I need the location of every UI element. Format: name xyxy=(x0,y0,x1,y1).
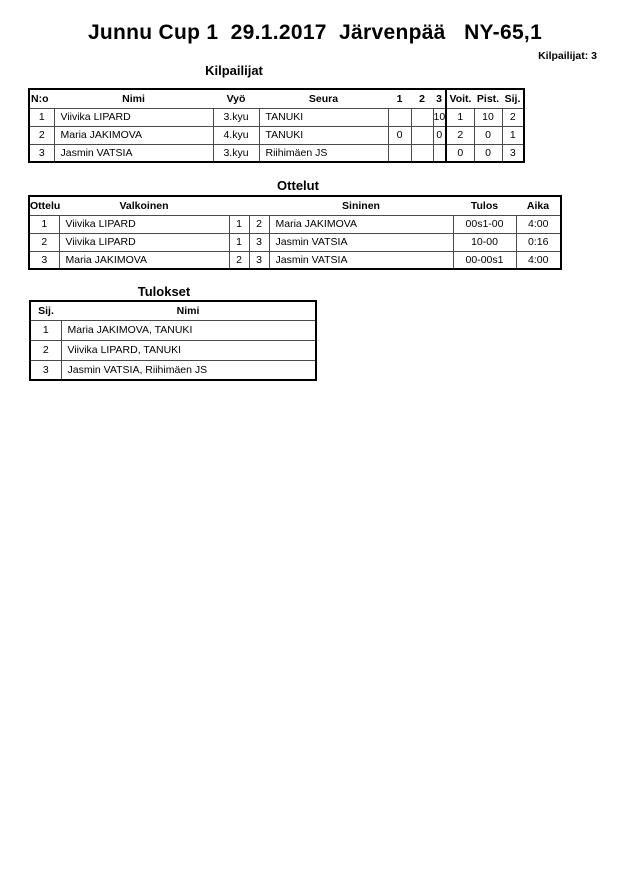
header-club: Seura xyxy=(259,89,388,108)
cell-white-name: Viivika LIPARD xyxy=(59,215,229,233)
table-row xyxy=(29,144,524,162)
cell-wins: 0 xyxy=(446,144,474,162)
cell-name: Maria JAKIMOVA xyxy=(54,126,213,144)
table-header-row xyxy=(29,89,524,108)
table-row xyxy=(29,233,561,251)
cell-blue-number: 3 xyxy=(249,233,269,251)
table-row xyxy=(30,340,316,360)
competitors-count: Kilpailijat: 3 xyxy=(538,50,597,62)
cell-name-club: Maria JAKIMOVA, TANUKI xyxy=(61,320,316,340)
cell-number: 2 xyxy=(29,126,54,144)
table-row xyxy=(29,108,524,126)
cell-wins: 1 xyxy=(446,108,474,126)
header-number: N:o xyxy=(29,89,54,108)
cell-time: 0:16 xyxy=(516,233,561,251)
header-placing: Sij. xyxy=(30,301,61,320)
cell-white-number: 2 xyxy=(229,251,249,269)
section-heading-kilpailijat: Kilpailijat xyxy=(205,63,263,78)
cell-points: 0 xyxy=(474,126,502,144)
cell-wins: 2 xyxy=(446,126,474,144)
header-blue-number xyxy=(249,196,269,215)
table-header-row xyxy=(30,301,316,320)
cell-belt: 3.kyu xyxy=(213,108,259,126)
cell-match-2 xyxy=(411,108,433,126)
cell-placing: 2 xyxy=(30,340,61,360)
cell-club: Riihimäen JS xyxy=(259,144,388,162)
header-match-3: 3 xyxy=(433,89,446,108)
cell-blue-number: 2 xyxy=(249,215,269,233)
cell-white-number: 1 xyxy=(229,233,249,251)
table-row xyxy=(30,360,316,380)
cell-belt: 3.kyu xyxy=(213,144,259,162)
cell-placing: 2 xyxy=(502,108,524,126)
cell-result: 00-00s1 xyxy=(453,251,516,269)
cell-club: TANUKI xyxy=(259,126,388,144)
cell-time: 4:00 xyxy=(516,251,561,269)
header-result: Tulos xyxy=(453,196,516,215)
cell-name-club: Viivika LIPARD, TANUKI xyxy=(61,340,316,360)
cell-points: 0 xyxy=(474,144,502,162)
cell-match-2 xyxy=(411,144,433,162)
cell-placing: 3 xyxy=(502,144,524,162)
cell-placing: 1 xyxy=(502,126,524,144)
section-heading-ottelut: Ottelut xyxy=(277,178,319,193)
header-match-2: 2 xyxy=(411,89,433,108)
cell-match-no: 1 xyxy=(29,215,59,233)
header-blue: Sininen xyxy=(269,196,453,215)
cell-result: 10-00 xyxy=(453,233,516,251)
competitors-table xyxy=(28,88,525,163)
cell-name-club: Jasmin VATSIA, Riihimäen JS xyxy=(61,360,316,380)
results-table xyxy=(29,300,317,381)
cell-club: TANUKI xyxy=(259,108,388,126)
cell-number: 3 xyxy=(29,144,54,162)
cell-points: 10 xyxy=(474,108,502,126)
table-header-row xyxy=(29,196,561,215)
cell-match-3: 10 xyxy=(433,108,446,126)
cell-match-3 xyxy=(433,144,446,162)
cell-white-name: Viivika LIPARD xyxy=(59,233,229,251)
cell-match-no: 3 xyxy=(29,251,59,269)
header-match-no: Ottelu xyxy=(29,196,59,215)
cell-time: 4:00 xyxy=(516,215,561,233)
cell-blue-name: Jasmin VATSIA xyxy=(269,251,453,269)
header-white: Valkoinen xyxy=(59,196,229,215)
table-row xyxy=(29,126,524,144)
cell-match-1: 0 xyxy=(388,126,411,144)
cell-name: Jasmin VATSIA xyxy=(54,144,213,162)
cell-match-1 xyxy=(388,144,411,162)
cell-white-number: 1 xyxy=(229,215,249,233)
cell-number: 1 xyxy=(29,108,54,126)
cell-match-3: 0 xyxy=(433,126,446,144)
cell-white-name: Maria JAKIMOVA xyxy=(59,251,229,269)
matches-table xyxy=(28,195,562,270)
cell-match-2 xyxy=(411,126,433,144)
cell-blue-name: Jasmin VATSIA xyxy=(269,233,453,251)
cell-belt: 4.kyu xyxy=(213,126,259,144)
header-white-number xyxy=(229,196,249,215)
header-points: Pist. xyxy=(474,89,502,108)
header-match-1: 1 xyxy=(388,89,411,108)
header-name: Nimi xyxy=(61,301,316,320)
cell-result: 00s1-00 xyxy=(453,215,516,233)
header-wins: Voit. xyxy=(446,89,474,108)
cell-match-1 xyxy=(388,108,411,126)
header-name: Nimi xyxy=(54,89,213,108)
header-belt: Vyö xyxy=(213,89,259,108)
table-row xyxy=(29,251,561,269)
cell-blue-number: 3 xyxy=(249,251,269,269)
table-row xyxy=(30,320,316,340)
table-row xyxy=(29,215,561,233)
cell-placing: 3 xyxy=(30,360,61,380)
section-heading-tulokset: Tulokset xyxy=(137,284,191,299)
cell-name: Viivika LIPARD xyxy=(54,108,213,126)
cell-match-no: 2 xyxy=(29,233,59,251)
cell-placing: 1 xyxy=(30,320,61,340)
cell-blue-name: Maria JAKIMOVA xyxy=(269,215,453,233)
header-time: Aika xyxy=(516,196,561,215)
header-placing: Sij. xyxy=(502,89,524,108)
page-title: Junnu Cup 1 29.1.2017 Järvenpää NY-65,1 xyxy=(87,21,543,44)
